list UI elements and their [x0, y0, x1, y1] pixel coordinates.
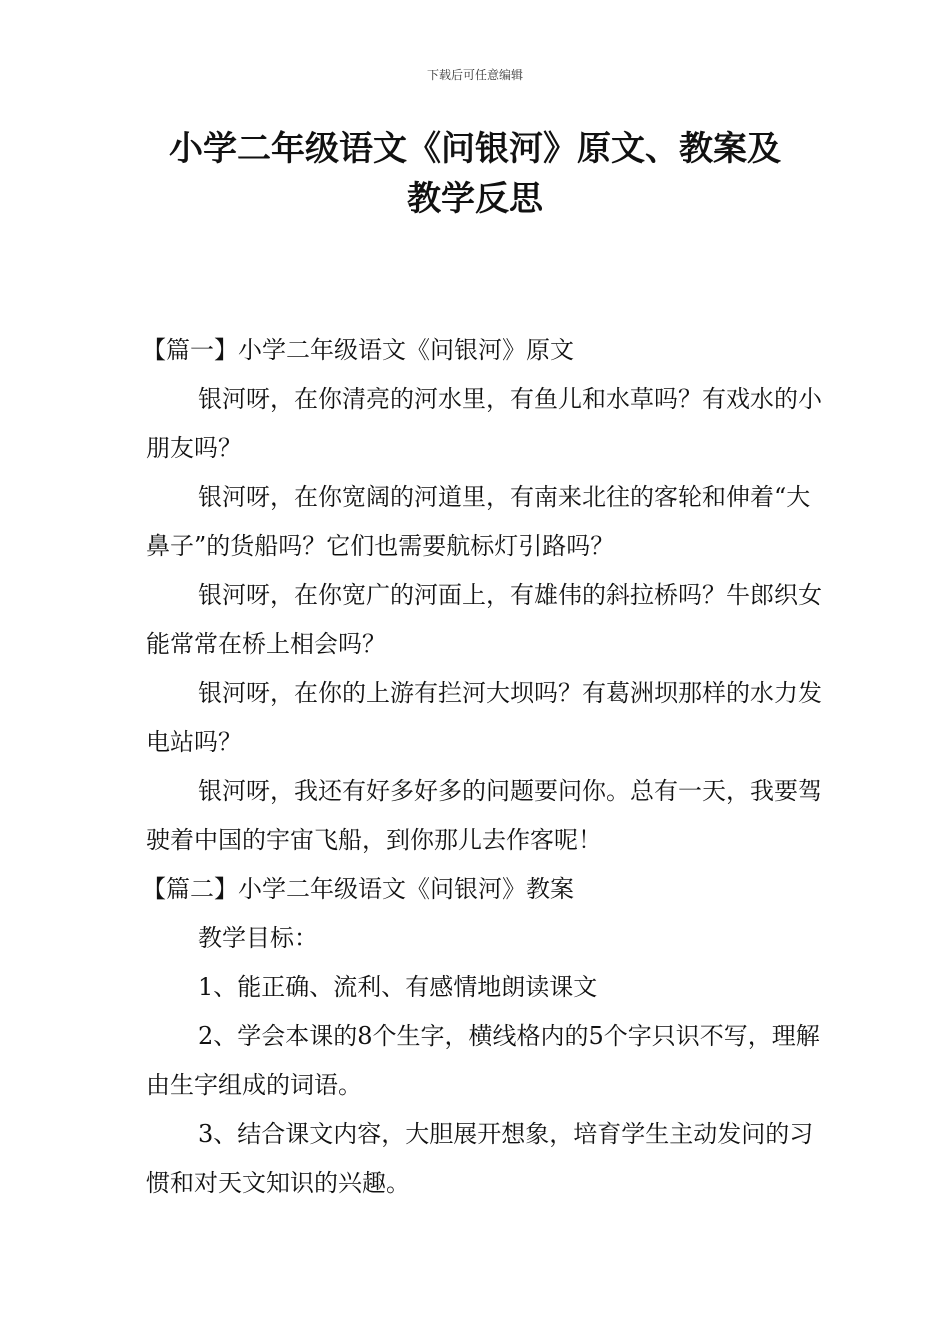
paragraph: 银河呀，在你宽广的河面上，有雄伟的斜拉桥吗？牛郎织女能常常在桥上相会吗？ [146, 581, 822, 658]
list-item: 2、学会本课的8个生字，横线格内的5个字只识不写，理解由生字组成的词语。 [146, 1022, 820, 1099]
paragraph: 银河呀，我还有好多好多的问题要问你。总有一天，我要驾驶着中国的宇宙飞船，到你那儿去作客呢！ [146, 777, 822, 854]
section-heading-2: 【篇二】小学二年级语文《问银河》教案 [142, 875, 574, 903]
section-heading-1: 【篇一】小学二年级语文《问银河》原文 [142, 336, 574, 364]
paragraph: 教学目标： [198, 924, 318, 952]
paragraph: 银河呀，在你的上游有拦河大坝吗？有葛洲坝那样的水力发电站吗？ [146, 679, 822, 756]
document-title [100, 124, 850, 224]
title-line-2: 教学反思 [407, 179, 543, 219]
paragraph: 银河呀，在你宽阔的河道里，有南来北往的客轮和伸着“大鼻子”的货船吗？它们也需要航标灯引路吗？ [146, 483, 811, 560]
list-item: 3、结合课文内容，大胆展开想象，培育学生主动发问的习惯和对天文知识的兴趣。 [146, 1120, 814, 1197]
title-line-1: 小学二年级语文《问银河》原文、教案及 [169, 129, 781, 169]
paragraph: 银河呀，在你清亮的河水里，有鱼儿和水草吗？有戏水的小朋友吗？ [146, 385, 822, 462]
list-item: 1、能正确、流利、有感情地朗读课文 [198, 973, 598, 1001]
document-body [142, 326, 826, 1208]
header-note: 下载后可任意编辑 [426, 68, 523, 82]
